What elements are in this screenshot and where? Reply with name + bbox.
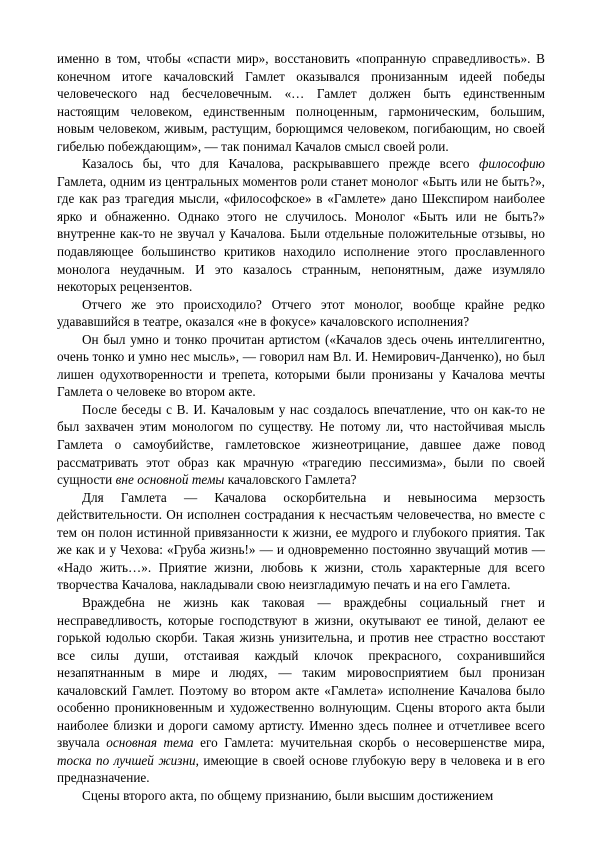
body-text: Враждебна не жизнь как таковая — враждебны социальный гнет и несправедливость, которые господствуют в жизни, окутывают ее тиной, делают ее горькой юдолью скорби. Такая жизнь унизительна, и против нее страстно восстают все силы души, отстаивая каждый клочок прекрасного, сохранившийся незапятнанным в мире и людях, — таким мировосприятием был пронизан качаловский Гамлет. Поэтому во втором акте «Гамлета» исполнение Качалова было особенно проникновенным и художественно волнующим. Сцены второго акта были наиболее близки и дороги самому артисту. Именно здесь полнее и отчетливее всего звучала xyxy=(57,594,545,751)
paragraph xyxy=(57,50,545,155)
body-text: Сцены второго акта, по общему признанию, были высшим достижением xyxy=(82,787,494,803)
paragraph xyxy=(57,787,545,805)
text-column xyxy=(57,50,545,805)
body-text: Гамлета, одним из центральных моментов роли станет монолог «Быть или не быть?», где как раз трагедия мысли, «философское» в «Гамлете» дано Шекспиром наиболее ярко и обнаженно. Однако этого не случилось. Монолог «Быть или не быть?» внутренне как-то не звучал у Качалова. Были отдельные положительные отзывы, но подавляющее большинство критиков находило исполнение этого прославленного монолога неудачным. И это казалось странным, непонятным, даже изумляло некоторых рецензентов. xyxy=(57,173,545,295)
body-text: Казалось бы, что для Качалова, раскрывавшего прежде всего xyxy=(82,156,479,172)
body-text: , имеющие в своей основе глубокую веру в человека и в его предназначение. xyxy=(57,752,546,786)
paragraph xyxy=(57,594,545,787)
body-text: Отчего же это происходило? Отчего этот монолог, вообще крайне редко удававшийся в театре, оказался «не в фокусе» качаловского исполнения? xyxy=(57,296,545,330)
body-text: именно в том, чтобы «спасти мир», восстановить «попранную справедливость». В конечном итоге качаловский Гамлет оказывался пронизанным идеей победы человеческого над бесчеловечным. «… Гамлет должен быть единственным настоящим человеком, единственным полноценным, гармоническим, большим, новым человеком, живым, растущим, борющимся человеком, погибающим, но своей гибелью побеждающим», — так понимал Качалов смысл своей роли. xyxy=(57,51,545,154)
emphasis-text: философию xyxy=(478,156,545,172)
body-text: После беседы с В. И. Качаловым у нас создалось впечатление, что он как-то не был захвачен этим монологом по существу. Не потому ли, что настойчивая мысль Гамлета о самоубийстве, гамлетовское жизнеотрицание, давшее даже повод рассматривать этот образ как мрачную «трагедию пессимизма», были по своей сущности xyxy=(57,401,545,488)
body-text: Он был умно и тонко прочитан артистом («Качалов здесь очень интеллигентно, очень тонко и умно нес мысль», — говорил нам Вл. И. Немирович-Данченко), но был лишен одухотворенности и трепета, которыми были пронизаны у Качалова мечты Гамлета о человеке во втором акте. xyxy=(57,331,545,400)
paragraph xyxy=(57,296,545,331)
emphasis-text: вне основной темы xyxy=(115,472,225,488)
paragraph xyxy=(57,155,545,295)
paragraph xyxy=(57,489,545,594)
emphasis-text: основная тема xyxy=(106,735,194,751)
paragraph xyxy=(57,331,545,401)
body-text: его Гамлета: мучительная скорбь о несовершенстве мира, xyxy=(193,735,545,751)
body-text: качаловского Гамлета? xyxy=(224,472,357,488)
emphasis-text: тоска по лучшей жизни xyxy=(57,752,196,768)
paragraph xyxy=(57,401,545,489)
body-text: Для Гамлета — Качалова оскорбительна и невыносима мерзость действительности. Он исполнен сострадания к несчастьям человечества, но вместе с тем он полон истинной привязанности к жизни, ее мудрого и глубокого приятия. Так же как и у Чехова: «Груба жизнь!» — и одновременно постоянно звучащий мотив — «Надо жить…». Приятие жизни, любовь к жизни, столь характерные для всего творчества Качалова, накладывали свою неизгладимую печать и на его Гамлета. xyxy=(57,489,545,593)
